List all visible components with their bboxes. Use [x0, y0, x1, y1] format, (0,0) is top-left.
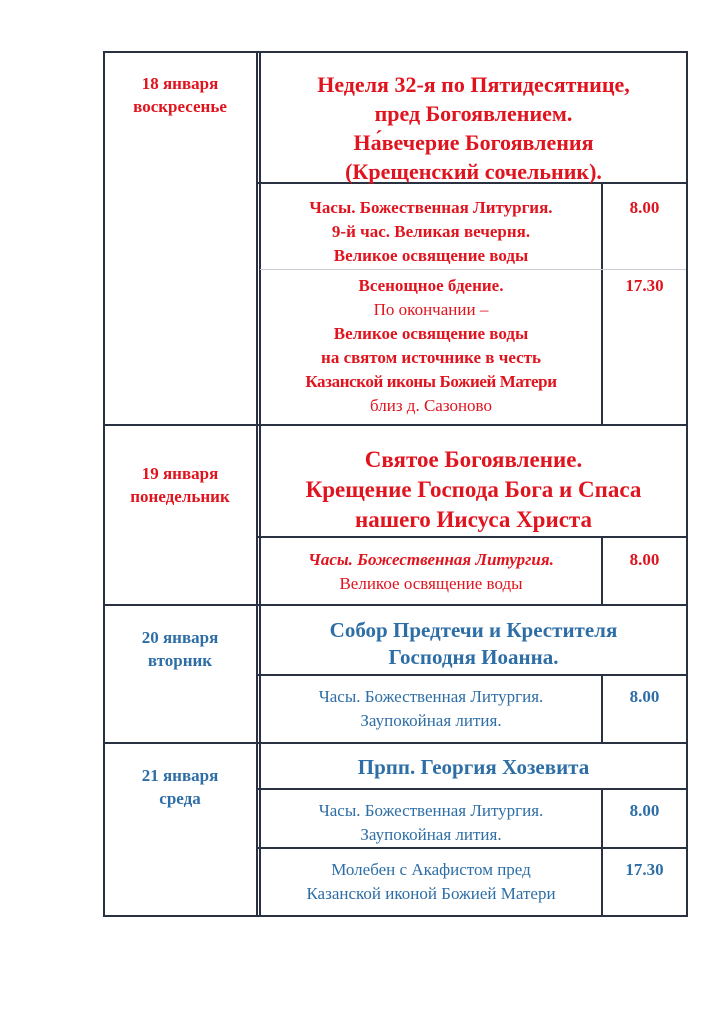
feast-title-1	[261, 70, 686, 186]
service-line: По окончании –	[373, 300, 489, 319]
service-4-2	[261, 858, 601, 906]
service-line: Часы. Божественная Литургия.	[318, 687, 544, 706]
day-date-1	[105, 72, 255, 118]
weekday-label: вторник	[147, 651, 213, 670]
feast-title-line: пред Богоявлением.	[374, 101, 573, 126]
date-label: 18 января	[141, 74, 219, 93]
title-divider	[256, 674, 688, 676]
feast-title-line: На́вечерие Богоявления	[353, 130, 594, 155]
service-1-2	[261, 274, 601, 418]
service-line: 9-й час. Великая вечерня.	[331, 222, 531, 241]
feast-title-line: Святое Богоявление.	[364, 447, 583, 472]
feast-title-line: нашего Иисуса Христа	[354, 507, 593, 532]
service-4-1	[261, 799, 601, 847]
service-time: 8.00	[629, 687, 660, 706]
service-line: Часы. Божественная Литургия.	[318, 801, 544, 820]
service-line: Великое освящение воды	[339, 574, 523, 593]
date-label: 20 января	[141, 628, 219, 647]
service-line: Казанской иконой Божией Матери	[306, 884, 556, 903]
day-divider	[103, 604, 688, 606]
title-divider	[256, 788, 688, 790]
day-date-3	[105, 626, 255, 672]
service-line: Заупокойная лития.	[360, 711, 502, 730]
day-divider	[103, 742, 688, 744]
feast-title-line: Прпп. Георгия Хозевита	[357, 755, 590, 779]
service-time: 8.00	[629, 198, 660, 217]
service-1-1	[261, 196, 601, 268]
service-line: Всенощное бдение.	[358, 276, 504, 295]
service-3-1	[261, 685, 601, 733]
service-divider	[256, 847, 688, 849]
feast-title-3	[261, 617, 686, 671]
feast-title-4	[261, 754, 686, 781]
title-divider	[256, 536, 688, 538]
day-date-4	[105, 764, 255, 810]
service-time: 8.00	[629, 801, 660, 820]
feast-title-2	[261, 445, 686, 535]
service-line: Казанской иконы Божией Матери	[305, 372, 557, 391]
feast-title-line: Неделя 32-я по Пятидесятнице,	[317, 72, 630, 97]
date-label: 19 января	[141, 464, 219, 483]
weekday-label: воскресенье	[133, 97, 227, 116]
date-label: 21 января	[141, 766, 219, 785]
service-2-1	[261, 548, 601, 596]
service-line: Заупокойная лития.	[360, 825, 502, 844]
service-line: Часы. Божественная Литургия.	[309, 198, 553, 217]
service-line: Часы. Божественная Литургия.	[308, 550, 554, 569]
service-line: на святом источнике в честь	[321, 348, 541, 367]
feast-title-line: Крещение Господа Бога и Спаса	[305, 477, 642, 502]
day-divider	[103, 424, 688, 426]
feast-title-line: Собор Предтечи и Крестителя	[329, 618, 618, 642]
service-time: 17.30	[625, 860, 664, 879]
weekday-label: понедельник	[130, 487, 230, 506]
service-line: Великое освящение воды	[333, 324, 529, 343]
service-line: Молебен с Акафистом пред	[331, 860, 531, 879]
service-line: близ д. Сазоново	[370, 396, 492, 415]
service-divider-thin	[260, 269, 686, 270]
service-time: 17.30	[625, 276, 664, 295]
weekday-label: среда	[159, 789, 201, 808]
feast-title-line: Господня Иоанна.	[388, 645, 559, 669]
feast-title-line: (Крещенский сочельник).	[345, 159, 602, 184]
service-line: Великое освящение воды	[333, 246, 529, 265]
service-time: 8.00	[629, 550, 660, 569]
day-date-2	[105, 462, 255, 508]
